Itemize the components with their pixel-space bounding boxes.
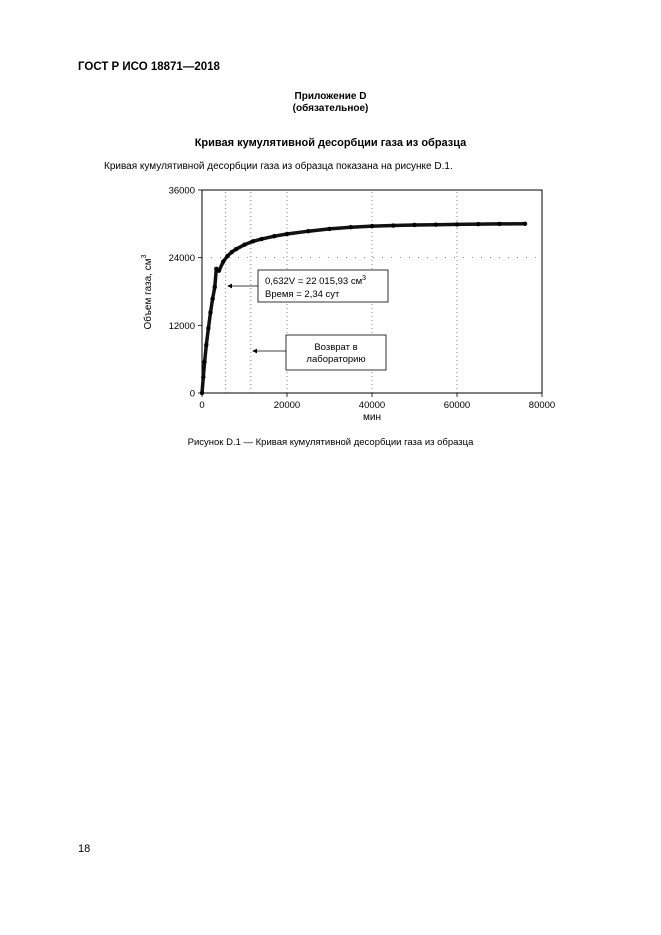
data-point: [230, 250, 234, 254]
x-tick-label: 40000: [358, 400, 386, 411]
x-tick-label: 80000: [528, 400, 556, 411]
y-tick-label: 24000: [168, 253, 195, 265]
y-tick-label: 12000: [168, 320, 195, 332]
data-point: [213, 285, 217, 289]
y-axis-label-group: [141, 254, 154, 329]
x-tick-label: 60000: [443, 400, 471, 411]
data-point: [221, 259, 225, 263]
data-point: [306, 229, 310, 233]
data-point: [391, 223, 395, 227]
figure-caption: Рисунок D.1 — Кривая кумулятивной десорбции газа из образца: [187, 437, 474, 448]
data-point: [242, 242, 246, 246]
document-header: ГОСТ Р ИСО 18871—2018: [78, 61, 220, 73]
data-point: [497, 222, 501, 226]
data-point: [217, 268, 221, 272]
data-point: [523, 222, 527, 226]
page-number: 18: [78, 843, 91, 855]
data-point: [225, 254, 229, 258]
annotation-tau-line1: 0,632V = 22 015,93 $см^3$: [265, 275, 367, 287]
y-tick-label: 0: [189, 388, 195, 400]
annotation-tau-line2: Время = 2,34 сут: [265, 289, 340, 300]
data-point: [251, 239, 255, 243]
data-point: [327, 227, 331, 231]
data-point: [201, 375, 205, 379]
data-point: [349, 225, 353, 229]
annex-title: Приложение D: [294, 91, 367, 102]
section-title: Кривая кумулятивной десорбции газа из образца: [194, 137, 467, 149]
x-tick-label: 0: [199, 400, 205, 411]
data-point: [234, 247, 238, 251]
data-point: [210, 297, 214, 301]
data-point: [370, 224, 374, 228]
data-point: [202, 360, 206, 364]
annex-status: (обязательное): [292, 103, 369, 114]
data-point: [476, 222, 480, 226]
y-axis-label: Объем газа, $см^3$: [141, 254, 154, 330]
data-point: [434, 222, 438, 226]
annotation-return-line2: лабораторию: [306, 354, 366, 365]
annotation-return-line1: Возврат в: [314, 342, 358, 353]
data-point: [259, 237, 263, 241]
data-point: [206, 326, 210, 330]
intro-paragraph: Кривая кумулятивной десорбции газа из образца показана на рисунке D.1.: [104, 161, 453, 172]
y-tick-label: 36000: [168, 185, 195, 197]
data-point: [285, 232, 289, 236]
x-axis-label: мин: [363, 412, 381, 423]
data-point: [455, 222, 459, 226]
data-point: [272, 234, 276, 238]
x-tick-label: 20000: [273, 400, 301, 411]
data-point: [204, 343, 208, 347]
data-point: [208, 310, 212, 314]
data-point: [412, 223, 416, 227]
data-point: [200, 391, 204, 395]
